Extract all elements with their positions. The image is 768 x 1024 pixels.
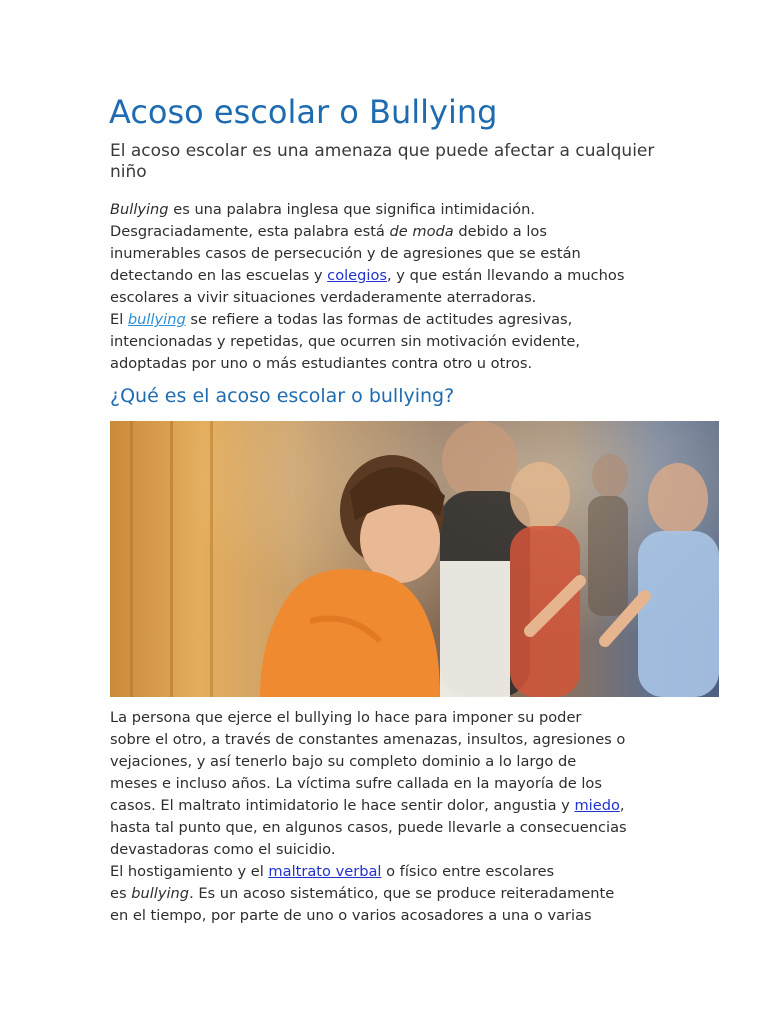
text-line (110, 861, 627, 883)
text-line: La persona que ejerce el bullying lo hace para imponer su poder (110, 709, 582, 726)
maltrato-verbal-link[interactable]: maltrato verbal (268, 863, 382, 880)
text-span: casos. El maltrato intimidatorio le hace sentir dolor, angustia y (110, 797, 575, 814)
text-line: vejaciones, y así tenerlo bajo su completo dominio a lo largo de (110, 753, 577, 770)
emphasis-text: Bullying (110, 201, 169, 218)
text-line (110, 221, 624, 243)
text-span: El hostigamiento y el (110, 863, 269, 880)
text-line: devastadoras como el suicidio. (110, 841, 336, 858)
bullying-link[interactable]: bullying (127, 311, 186, 328)
text-line (110, 265, 624, 287)
text-span: es una palabra inglesa que significa intimidación. (168, 201, 535, 218)
text-span: , (619, 797, 625, 814)
bullying-photo (110, 421, 719, 697)
miedo-link[interactable]: miedo (574, 797, 620, 814)
photo-illustration (110, 421, 719, 697)
text-span: Desgraciadamente, esta palabra está (110, 223, 390, 240)
text-span: El (110, 311, 128, 328)
text-line: inumerables casos de persecución y de agresiones que se están (110, 245, 581, 262)
text-line (110, 309, 624, 331)
text-span: es (110, 885, 132, 902)
intro-paragraph (110, 199, 624, 375)
text-line (110, 883, 627, 905)
body-paragraph (110, 707, 627, 927)
emphasis-text: de moda (389, 223, 454, 240)
colegios-link[interactable]: colegios (327, 267, 388, 284)
text-line: meses e incluso años. La víctima sufre callada en la mayoría de los (110, 775, 602, 792)
text-span: debido a los (453, 223, 547, 240)
section-heading: ¿Qué es el acoso escolar o bullying? (110, 385, 455, 407)
text-line: escolares a vivir situaciones verdaderamente aterradoras. (110, 289, 537, 306)
text-line: en el tiempo, por parte de uno o varios acosadores a una o varias (110, 907, 592, 924)
text-line (110, 795, 627, 817)
text-line: hasta tal punto que, en algunos casos, puede llevarle a consecuencias (110, 819, 627, 836)
page-title: Acoso escolar o Bullying (109, 93, 498, 131)
text-line: intencionadas y repetidas, que ocurren sin motivación evidente, (110, 333, 581, 350)
emphasis-text: bullying (131, 885, 190, 902)
text-line: sobre el otro, a través de constantes amenazas, insultos, agresiones o (110, 731, 626, 748)
text-line: adoptadas por uno o más estudiantes contra otro u otros. (110, 355, 533, 372)
text-span: , y que están llevando a muchos (387, 267, 625, 284)
text-span: se refiere a todas las formas de actitudes agresivas, (185, 311, 573, 328)
text-span: o físico entre escolares (381, 863, 555, 880)
page-subtitle: El acoso escolar es una amenaza que puede afectar a cualquier niño (110, 141, 655, 182)
text-span: . Es un acoso sistemático, que se produce reiteradamente (189, 885, 615, 902)
text-line (110, 199, 624, 221)
text-span: detectando en las escuelas y (110, 267, 328, 284)
